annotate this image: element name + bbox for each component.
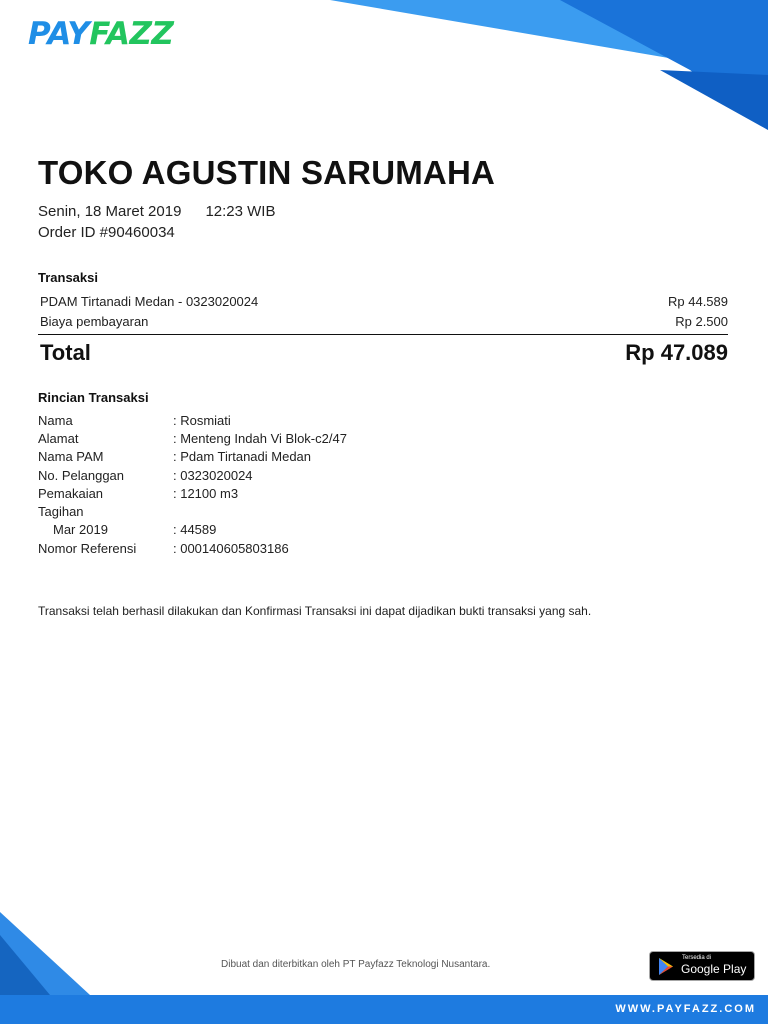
store-badge-small-text: Tersedia di [682, 955, 712, 961]
date-time-line [38, 203, 275, 220]
detail-value: : Pdam Tirtanadi Medan [173, 449, 312, 464]
google-play-badge[interactable] [649, 951, 755, 981]
detail-value: : 12100 m3 [173, 486, 239, 501]
detail-key: Nama PAM [38, 449, 104, 464]
transaction-section-title: Transaksi [38, 270, 98, 285]
logo-text-pay: PAY [28, 16, 90, 52]
transaction-time: 12:23 WIB [205, 203, 276, 220]
detail-key: No. Pelanggan [38, 468, 125, 483]
detail-key: Nomor Referensi [38, 541, 137, 556]
store-badge-big-text: Google Play [681, 962, 747, 976]
detail-key: Tagihan [38, 504, 84, 519]
publisher-note: Dibuat dan diterbitkan oleh PT Payfazz Teknologi Nusantara. [221, 959, 491, 970]
order-id: Order ID #90460034 [38, 224, 175, 241]
detail-key: Pemakaian [38, 486, 104, 501]
website-url[interactable]: WWW.PAYFAZZ.COM [615, 1003, 756, 1015]
transaction-item-amount: Rp 2.500 [675, 314, 728, 329]
total-divider [38, 334, 728, 335]
detail-value: : Rosmiati [173, 413, 231, 428]
transaction-date: Senin, 18 Maret 2019 [38, 203, 182, 220]
google-play-icon [658, 958, 674, 975]
transaction-item-label: Biaya pembayaran [40, 314, 149, 329]
detail-value: : 0323020024 [173, 468, 253, 483]
payfazz-logo [28, 16, 173, 66]
top-right-shape-dark [660, 70, 768, 130]
total-amount: Rp 47.089 [625, 340, 728, 365]
confirmation-note: Transaksi telah berhasil dilakukan dan Konfirmasi Transaksi ini dapat dijadikan bukti transaksi yang sah. [38, 604, 592, 618]
detail-key: Mar 2019 [53, 522, 108, 537]
total-label: Total [40, 340, 91, 365]
detail-value: : 000140605803186 [173, 541, 289, 556]
transaction-item-amount: Rp 44.589 [668, 294, 728, 309]
detail-key: Nama [38, 413, 73, 428]
merchant-name: TOKO AGUSTIN SARUMAHA [38, 154, 496, 191]
transaction-item-row [40, 314, 728, 329]
transaction-item-label: PDAM Tirtanadi Medan - 0323020024 [40, 294, 259, 309]
transaction-item-row [40, 294, 728, 309]
details-section-title: Rincian Transaksi [38, 390, 149, 405]
detail-key: Alamat [38, 431, 79, 446]
detail-value: : 44589 [173, 522, 217, 537]
detail-value: : Menteng Indah Vi Blok-c2/47 [173, 431, 347, 446]
logo-text-fazz: FAZZ [89, 16, 174, 52]
